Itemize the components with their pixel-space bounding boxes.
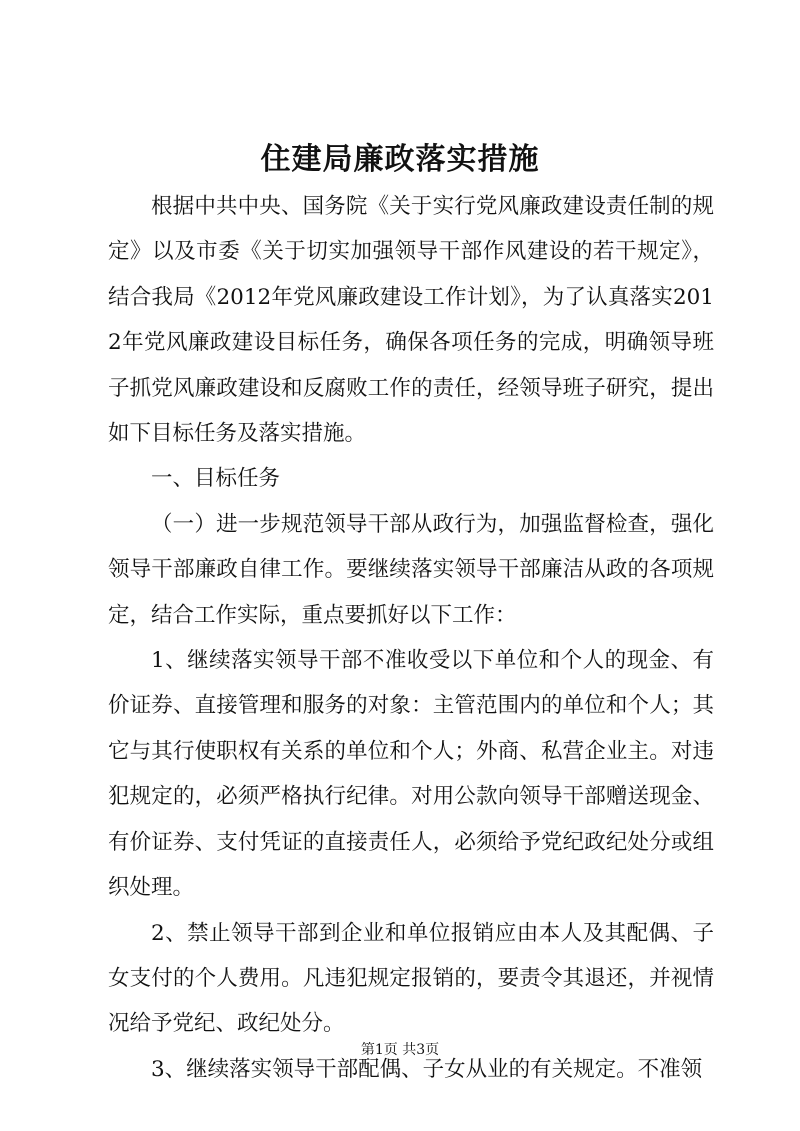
paragraph-item-3: 3、继续落实领导干部配偶、子女从业的有关规定。不准领	[151, 1056, 703, 1082]
paragraph-item-1: 1、继续落实领导干部不准收受以下单位和个人的现金、有价证券、直接管理和服务的对象：主管范围内的单位和个人；其它与其行使职权有关系的单位和个人；外商、私营企业主。对违犯规定的，必须严格执行纪律。对用公款向领导干部赠送现金、有价证券、支付凭证的直接责任人，必须给予党纪政纪处分或组织处理。	[108, 648, 714, 901]
document-title: 住建局廉政落实措施	[260, 142, 540, 177]
paragraph-item-2: 2、禁止领导干部到企业和单位报销应由本人及其配偶、子女支付的个人费用。凡违犯规定报销的，要责令其退还，并视情况给予党纪、政纪处分。	[108, 920, 714, 1037]
page-number-footer: 第1页 共3页	[360, 1042, 440, 1058]
section-heading-goals: 一、目标任务	[151, 466, 281, 492]
document-body	[108, 184, 714, 1092]
paragraph-goal-one: （一）进一步规范领导干部从政行为，加强监督检查，强化领导干部廉政自律工作。要继续落实领导干部廉洁从政的各项规定，结合工作实际，重点要抓好以下工作：	[108, 511, 714, 628]
paragraph-intro: 根据中共中央、国务院《关于实行党风廉政建设责任制的规定》以及市委《关于切实加强领导干部作风建设的若干规定》，结合我局《2012年党风廉政建设工作计划》，为了认真落实2012年党风廉政建设目标任务，确保各项任务的完成，明确领导班子抓党风廉政建设和反腐败工作的责任，经领导班子研究，提出如下目标任务及落实措施。	[108, 194, 714, 447]
